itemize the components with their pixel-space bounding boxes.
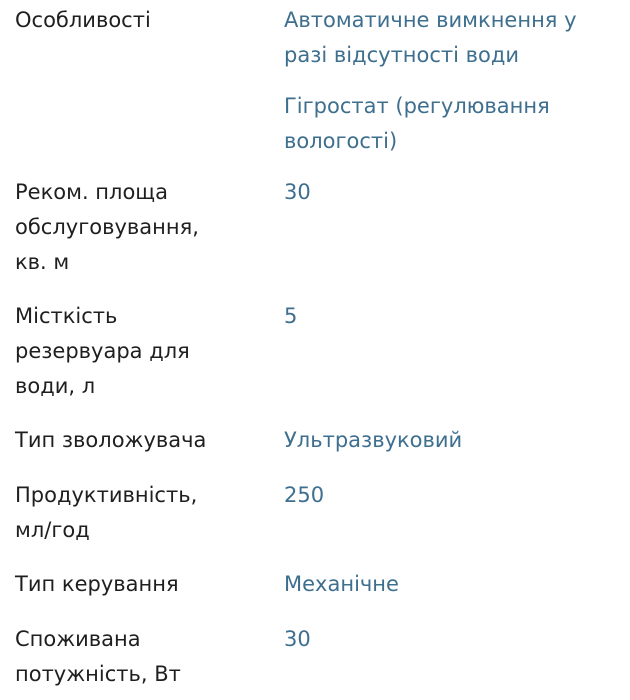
spec-label-line: води, л: [15, 374, 96, 398]
spec-values-features: [284, 3, 614, 159]
spec-label-humidifier-type: [15, 423, 265, 458]
spec-label-line: кв. м: [15, 250, 70, 274]
spec-value-link-output[interactable]: [284, 478, 614, 513]
spec-label-area: [15, 175, 265, 280]
spec-value-link-power[interactable]: [284, 622, 614, 657]
spec-label-control-type: [15, 567, 265, 602]
spec-label-line: потужність, Вт: [15, 662, 181, 686]
spec-label-line: резервуара для: [15, 339, 190, 363]
spec-label-line: Тип керування: [15, 572, 179, 596]
spec-value-line: 250: [284, 483, 325, 507]
spec-value-line: разі відсутності води: [284, 43, 520, 67]
spec-value-link-humidifier-type[interactable]: [284, 423, 614, 458]
spec-values-control-type: [284, 567, 614, 602]
spec-label-line: Реком. площа: [15, 180, 168, 204]
spec-label-tank: [15, 299, 265, 404]
spec-value-line: 30: [284, 180, 311, 204]
spec-label-line: обслуговування,: [15, 215, 199, 239]
spec-values-power: [284, 622, 614, 657]
spec-label-line: Особливості: [15, 8, 151, 32]
spec-value-line: Автоматичне вимкнення у: [284, 8, 577, 32]
spec-label-output: [15, 478, 265, 548]
spec-value-line: Механічне: [284, 572, 399, 596]
spec-value-line: вологості): [284, 129, 398, 153]
spec-label-line: Місткість: [15, 304, 118, 328]
spec-values-output: [284, 478, 614, 513]
spec-values-humidifier-type: [284, 423, 614, 458]
spec-values-tank: [284, 299, 614, 334]
spec-label-line: Продуктивність,: [15, 483, 198, 507]
spec-value-line: Ультразвуковий: [284, 428, 463, 452]
spec-value-link-auto-shutoff[interactable]: [284, 3, 614, 73]
spec-value-link-area[interactable]: [284, 175, 614, 210]
spec-value-link-hygrostat[interactable]: [284, 89, 614, 159]
spec-value-link-control-type[interactable]: [284, 567, 614, 602]
spec-value-line: Гігростат (регулювання: [284, 94, 550, 118]
spec-label-features: [15, 3, 265, 38]
spec-values-area: [284, 175, 614, 210]
spec-label-line: мл/год: [15, 518, 90, 542]
spec-value-line: 30: [284, 627, 311, 651]
spec-label-line: Тип зволожувача: [15, 428, 207, 452]
spec-value-line: 5: [284, 304, 298, 328]
spec-label-line: Споживана: [15, 627, 141, 651]
spec-value-link-tank[interactable]: [284, 299, 614, 334]
spec-label-power: [15, 622, 265, 692]
